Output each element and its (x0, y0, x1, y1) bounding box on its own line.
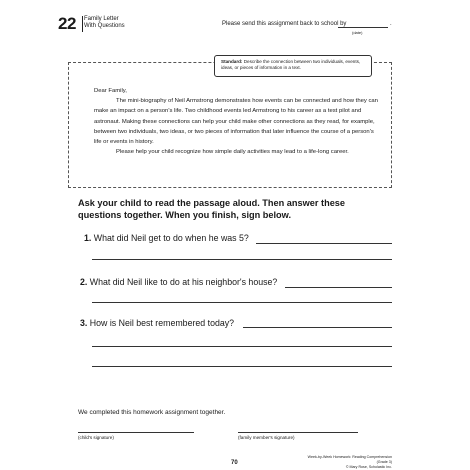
question-3 (80, 318, 234, 328)
page-number: 22 (58, 14, 76, 33)
instructions: Ask your child to read the passage aloud. Then answer these questions together. When you finish, sign below. (78, 198, 346, 220)
family-signature-line[interactable] (238, 432, 358, 433)
worksheet-title-line1: Family Letter (84, 16, 119, 22)
answer-3-line-1[interactable] (243, 327, 392, 328)
question-2 (80, 277, 277, 287)
header-divider (82, 16, 83, 32)
family-letter (94, 86, 382, 157)
question-1 (84, 233, 249, 243)
answer-2-line-1[interactable] (285, 287, 392, 288)
standard-text: Describe the connection between two individuals, events, ideas, or pieces of information in a text. (221, 59, 361, 70)
footer-source-line1: Week-by-Week Homework: Reading Comprehension (Grade 3) (307, 455, 392, 464)
question-2-number: 2. (80, 277, 88, 287)
question-1-text: What did Neil get to do when he was 5? (93, 233, 249, 243)
letter-greeting: Dear Family, (94, 88, 127, 94)
send-back-instruction: Please send this assignment back to school by (222, 21, 347, 27)
answer-1-line-1[interactable] (256, 243, 392, 244)
question-2-text: What did Neil like to do at his neighbor's house? (89, 277, 278, 287)
due-date-line[interactable] (338, 27, 388, 28)
answer-2-line-2[interactable] (92, 302, 392, 303)
footer-source (300, 455, 392, 470)
child-signature-label: (child's signature) (78, 435, 114, 440)
question-1-number: 1. (84, 233, 92, 243)
standard-box (214, 55, 372, 77)
question-3-text: How is Neil best remembered today? (89, 318, 235, 328)
answer-1-line-2[interactable] (92, 259, 392, 260)
standard-label: Standard: (221, 59, 243, 64)
family-signature-label: (family member's signature) (238, 435, 295, 440)
footer-page-number: 70 (231, 460, 238, 466)
child-signature-line[interactable] (78, 432, 194, 433)
worksheet-title-line2: With Questions (84, 23, 125, 29)
date-label: (date) (352, 30, 363, 35)
send-back-period: . (390, 21, 392, 27)
answer-3-line-3[interactable] (92, 366, 392, 367)
footer-source-line2: © Mary Rose, Scholastic Inc. (345, 465, 392, 469)
completion-statement: We completed this homework assignment together. (78, 409, 226, 416)
letter-paragraph-1: The mini-biography of Neil Armstrong demonstrates how events can be connected and how they can make an impact on a person's life. Two childhood events led Armstrong to his career as a test pilot and astronaut. Making these connections can help your child make other connections as they read, for example, between two individuals, two ideas, or two pieces of information that later influence the course of a person's life or events in history. (94, 98, 378, 146)
letter-paragraph-2: Please help your child recognize how simple daily activities may lead to a life-long career. (116, 149, 349, 156)
answer-3-line-2[interactable] (92, 346, 392, 347)
question-3-number: 3. (80, 318, 88, 328)
worksheet-title (84, 16, 144, 30)
